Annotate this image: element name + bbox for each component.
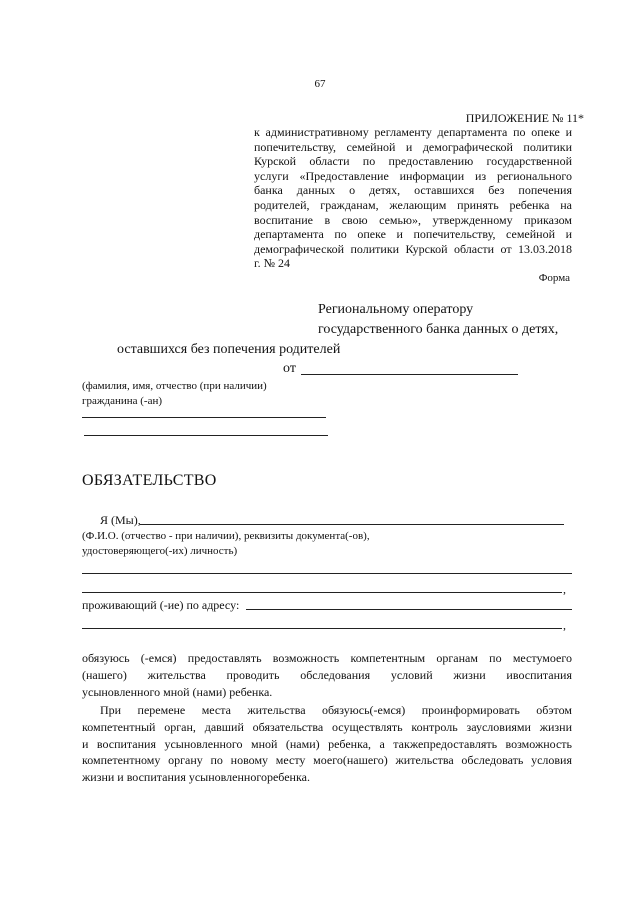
comma: , xyxy=(563,618,566,632)
appendix-line: демографической политики Курской области от 13.03.2018 xyxy=(254,241,572,256)
paragraph-line: (нашего) жительства проводить обследования условий жизни ивоспитания xyxy=(82,667,572,682)
paragraph-line: и воспитания усыновленного мной (нами) ребенка, а такжепредоставлять возможность xyxy=(82,736,572,751)
identity-document-field[interactable] xyxy=(82,573,572,574)
appendix-line: к административному регламенту департамента по опеке и xyxy=(254,125,572,139)
appendix-line: родителей, гражданам, желающим принять ребенка на xyxy=(254,197,572,212)
obligation-paragraph-1 xyxy=(82,650,572,700)
obligation-paragraph-2 xyxy=(82,702,572,786)
page-number: 67 xyxy=(314,78,326,90)
identity-document-field-2[interactable] xyxy=(82,592,562,593)
fio-caption-line-2: удостоверяющего(-их) личность) xyxy=(82,545,238,557)
from-name-field[interactable] xyxy=(301,374,518,375)
addressee-line-2: государственного банка данных о детях, xyxy=(318,322,559,337)
appendix-line: воспитание в свою семью», утвержденному приказом xyxy=(254,212,572,227)
paragraph-line: жизни и воспитания усыновленногоребенка. xyxy=(82,770,310,785)
paragraph-line: компетентный орган, давший обязательства осуществлять контроль заусловиями жизни xyxy=(82,719,572,734)
appendix-reference xyxy=(254,125,572,271)
comma: , xyxy=(563,582,566,596)
address-field-2[interactable] xyxy=(82,628,562,629)
from-label: от xyxy=(283,361,296,376)
fio-field[interactable] xyxy=(140,524,564,525)
addressee-line-1: Региональному оператору xyxy=(318,302,474,317)
address-label: проживающий (-ие) по адресу: xyxy=(82,598,240,612)
applicant-name-field[interactable] xyxy=(82,417,326,418)
appendix-line: г. № 24 xyxy=(254,256,291,271)
appendix-line: услуги «Предоставление информации из регионального xyxy=(254,168,572,183)
form-label: Форма xyxy=(538,272,570,284)
paragraph-line: обязуюсь (-емся) предоставлять возможность компетентным органам по местумоего xyxy=(82,651,572,665)
paragraph-line: При перемене места жительства обязуюсь(-емся) проинформировать обэтом xyxy=(100,703,572,717)
appendix-title: ПРИЛОЖЕНИЕ № 11* xyxy=(465,111,584,125)
applicant-caption-line-2: гражданина (-ан) xyxy=(82,395,163,407)
appendix-line: департамента по опеке и попечительству, семейной и xyxy=(254,227,572,242)
address-field[interactable] xyxy=(246,609,572,610)
we-label: Я (Мы), xyxy=(100,513,141,527)
addressee-line-3: оставшихся без попечения родителей xyxy=(117,342,341,357)
appendix-line: Курской области по предоставлению государственной xyxy=(254,154,572,169)
appendix-line: попечительству, семейной и демографической политики xyxy=(254,139,572,154)
applicant-name-field-2[interactable] xyxy=(84,435,328,436)
applicant-caption-line-1: (фамилия, имя, отчество (при наличии) xyxy=(82,380,267,392)
fio-caption-line-1: (Ф.И.О. (отчество - при наличии), реквизиты документа(-ов), xyxy=(82,530,370,542)
paragraph-line: компетентному органу по новому месту моего(нашего) жительства обследовать условия xyxy=(82,753,572,768)
appendix-line: банка данных о детях, оставшихся без попечения xyxy=(254,183,572,198)
paragraph-line: усыновленного мной (нами) ребенка. xyxy=(82,684,273,699)
document-heading: ОБЯЗАТЕЛЬСТВО xyxy=(82,472,217,489)
